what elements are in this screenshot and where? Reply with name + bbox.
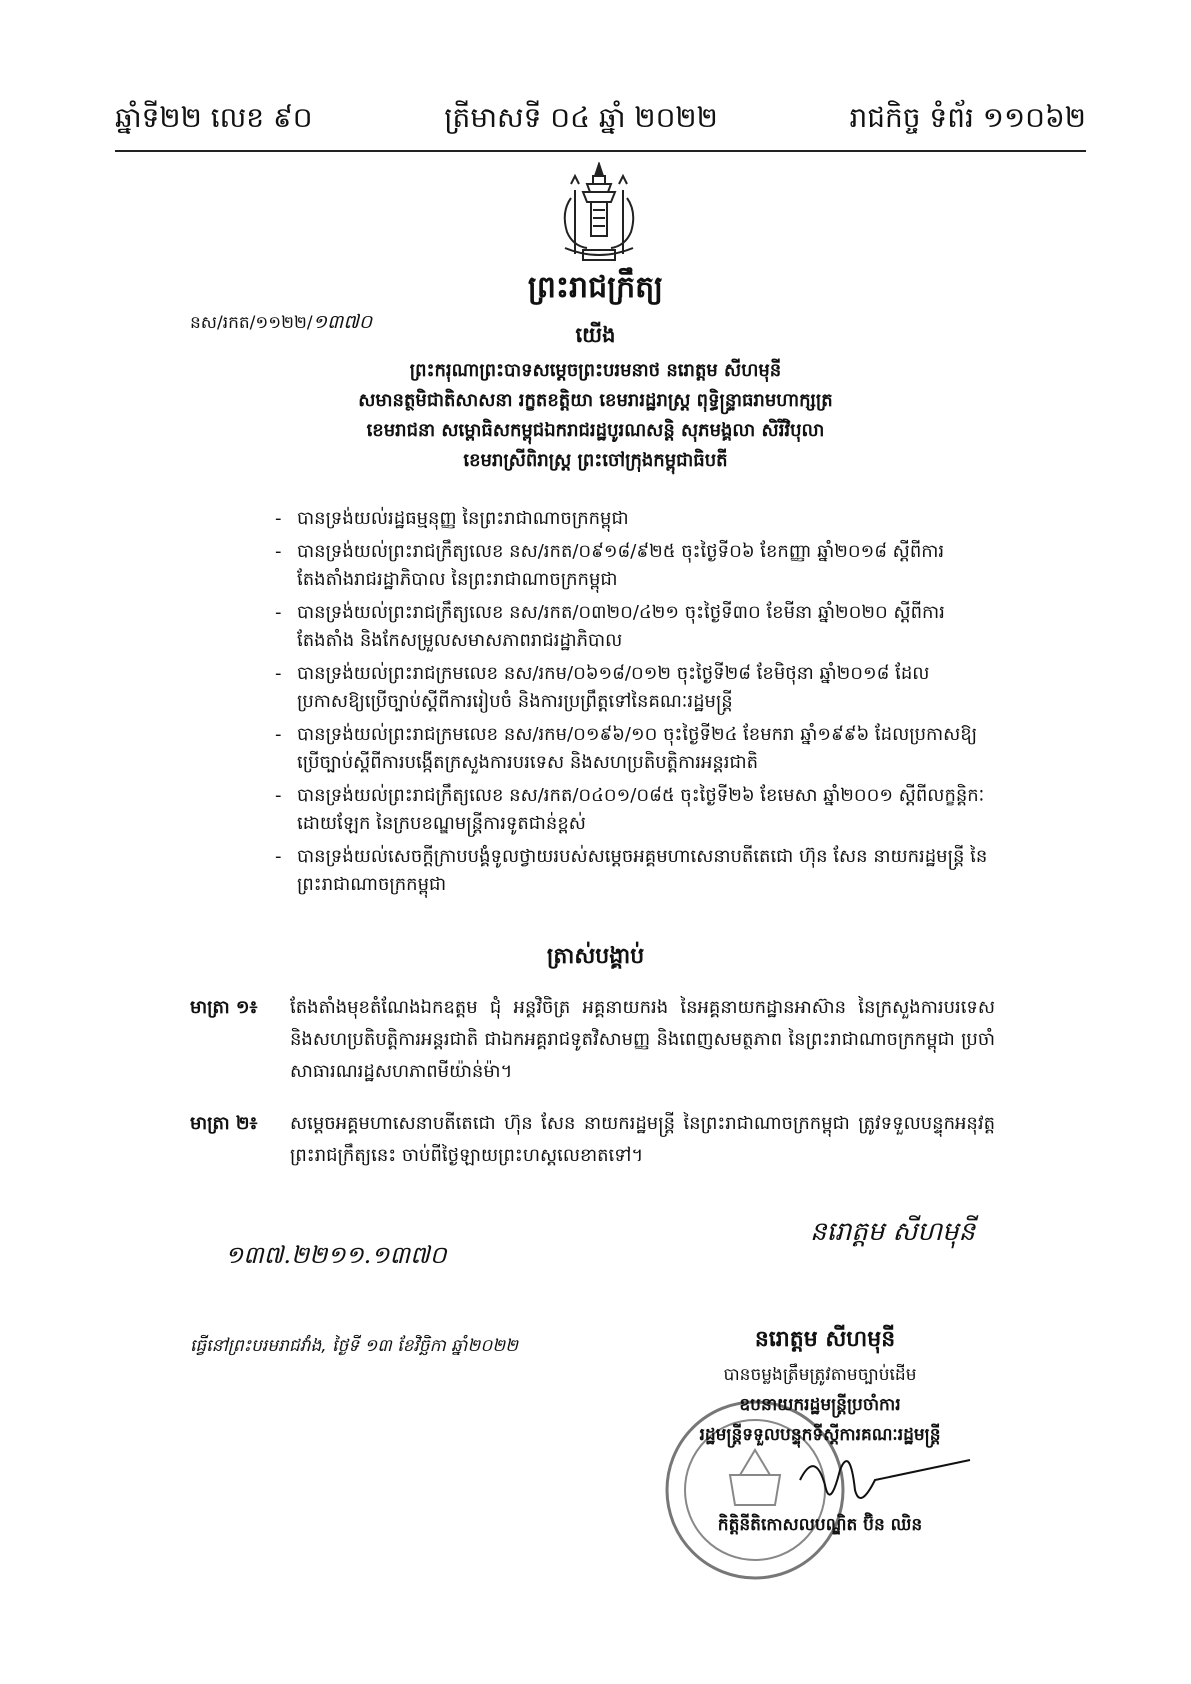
deputy-pm-line: ឧបនាយករដ្ឋមន្ត្រីប្រចាំការ bbox=[739, 1395, 901, 1415]
decide-heading: ត្រាស់បង្គាប់ bbox=[546, 944, 645, 969]
recital-item: - បានទ្រង់យល់សេចក្តីក្រាបបង្គំទូលថ្វាយរបស់សម្តេចអគ្គមហាសេនាបតីតេជោ ហ៊ុន សែន នាយករដ្ឋមន្ត្រី នៃព្រះរាជាណាចក្រកម្ពុជា bbox=[275, 846, 988, 895]
document-title: ព្រះរាជក្រឹត្យ bbox=[527, 270, 664, 305]
gazette-header bbox=[115, 95, 1086, 145]
article-text: សម្តេចអគ្គមហាសេនាបតីតេជោ ហ៊ុន សែន នាយករដ្ឋមន្ត្រី នៃព្រះរាជាណាចក្រកម្ពុជា ត្រូវទទួលបន្ទុកអនុវត្តព្រះរាជក្រឹត្យនេះ ចាប់ពីថ្ងៃឡាយព្រះហស្តលេខាតទៅ។ bbox=[290, 1113, 995, 1166]
countersigner-name: កិត្តិនីតិកោសលបណ្ឌិត ប៊ិន ឈិន bbox=[717, 1515, 923, 1535]
recital-item: - បានទ្រង់យល់ព្រះរាជក្រមលេខ នស/រកម/០១៩៦/១០ ចុះថ្ងៃទី២៤ ខែមករា ឆ្នាំ១៩៩៦ ដែលប្រកាសឱ្យប្រើច្បាប់ស្តីពីការបង្កើតក្រសួងការបរទេស និងសហប្រតិបត្តិការអន្តរជាតិ bbox=[275, 724, 978, 773]
recital-item: - បានទ្រង់យល់ព្រះរាជក្រឹត្យលេខ នស/រកត/០៩១៨/៩២៥ ចុះថ្ងៃទី០៦ ខែកញ្ញា ឆ្នាំ២០១៨ ស្តីពីការតែងតាំងរាជរដ្ឋាភិបាល នៃព្រះរាជាណាចក្រកម្ពុជា bbox=[275, 541, 945, 590]
article-label: មាត្រា ១៖ bbox=[190, 997, 258, 1018]
recital-item: - បានទ្រង់យល់ព្រះរាជក្រមលេខ នស/រកម/០៦១៨/០១២ ចុះថ្ងៃទី២៨ ខែមិថុនា ឆ្នាំ២០១៨ ដែលប្រកាសឱ្យប្រើច្បាប់ស្តីពីការរៀបចំ និងការប្រព្រឹត្តទៅនៃគណៈរដ្ឋមន្ត្រី bbox=[275, 663, 930, 712]
gazette-issue: ឆ្នាំទី២២ លេខ ៩០ bbox=[115, 100, 313, 134]
handwritten-registry-number: ១៣៧.២២១១.១៣៧០ bbox=[225, 1241, 447, 1269]
article-2 bbox=[190, 1108, 995, 1172]
royal-title-line: សមានត្ថមិជាតិសាសនា រក្ខតខត្តិយា ខេមរារដ្ឋរាស្ត្រ ពុទ្ធិន្ទ្រាធរាមហាក្សត្រ bbox=[358, 390, 833, 411]
recital-item: - បានទ្រង់យល់ព្រះរាជក្រឹត្យលេខ នស/រកត/០៤០១/០៨៥ ចុះថ្ងៃទី២៦ ខែមេសា ឆ្នាំ២០០១ ស្តីពីលក្ខន្តិកៈដោយឡែក នៃក្របខណ្ឌមន្ត្រីការទូតជាន់ខ្ពស់ bbox=[275, 785, 985, 834]
royal-title-line: ខេមរាស្រីពិរាស្ត្រ ព្រះចៅក្រុងកម្ពុជាធិបតី bbox=[463, 450, 728, 471]
header-rule bbox=[115, 150, 1086, 152]
handwritten-signature-icon bbox=[780, 1440, 980, 1520]
place-and-date: ធ្វើនៅព្រះបរមរាជវាំង, ថ្ងៃទី ១៣ ខែវិច្ឆិកា ឆ្នាំ២០២២ bbox=[190, 1336, 519, 1356]
recital-item: - បានទ្រង់យល់ព្រះរាជក្រឹត្យលេខ នស/រកត/០៣២០/៤២១ ចុះថ្ងៃទី៣០ ខែមីនា ឆ្នាំ២០២០ ស្តីពីការតែងតាំង និងកែសម្រួលសមាសភាពរាជរដ្ឋាភិបាល bbox=[275, 602, 945, 651]
signer-name: នរោត្តម សីហមុនី bbox=[754, 1327, 896, 1352]
we-heading: យើង bbox=[575, 323, 616, 347]
royal-title-line: ខេមរាជនា សម្ពោធិសកម្ពុជឯករាជរដ្ឋបូរណសន្តិ សុភមង្គលា សិរីវិបុលា bbox=[366, 420, 825, 441]
article-1 bbox=[190, 992, 995, 1088]
royal-emblem-icon bbox=[553, 162, 645, 268]
gazette-quarter: ត្រីមាសទី ០៤ ឆ្នាំ ២០២២ bbox=[444, 100, 718, 134]
gazette-page: រាជកិច្ច ទំព័រ ១១០៦២ bbox=[849, 100, 1086, 134]
article-text: តែងតាំងមុខតំណែងឯកឧត្តម ជុំ អន្តវិចិត្រ អគ្គនាយករង នៃអគ្គនាយកដ្ឋានអាស៊ាន នៃក្រសួងការបរទេស និងសហប្រតិបត្តិការអន្តរជាតិ ជាឯកអគ្គរាជទូតវិសាមញ្ញ និងពេញសមត្ថភាព នៃព្រះរាជាណាចក្រកម្ពុជា ប្រចាំសាធារណរដ្ឋសហភាពមីយ៉ាន់ម៉ា។ bbox=[290, 997, 995, 1082]
reference-handwritten: ១៣៧០ bbox=[312, 311, 373, 333]
recitals-list bbox=[275, 505, 995, 904]
minister-line: រដ្ឋមន្ត្រីទទួលបន្ទុកទីស្តីការគណៈរដ្ឋមន្ត្រី bbox=[699, 1425, 941, 1445]
recital-item: - បានទ្រង់យល់រដ្ឋធម្មនុញ្ញ នៃព្រះរាជាណាចក្រកម្ពុជា bbox=[275, 508, 629, 529]
royal-signature: នរោត្តម សីហមុនី bbox=[810, 1217, 976, 1247]
certified-copy-line: បានចម្លងត្រឹមត្រូវតាមច្បាប់ដើម bbox=[723, 1365, 917, 1385]
royal-titles bbox=[0, 356, 1191, 476]
article-label: មាត្រា ២៖ bbox=[190, 1113, 258, 1134]
reference-prefix: នស/រកត/១១២២/ bbox=[190, 313, 313, 333]
royal-title-line: ព្រះករុណាព្រះបាទសម្តេចព្រះបរមនាថ នរោត្តម សីហមុនី bbox=[409, 360, 782, 381]
